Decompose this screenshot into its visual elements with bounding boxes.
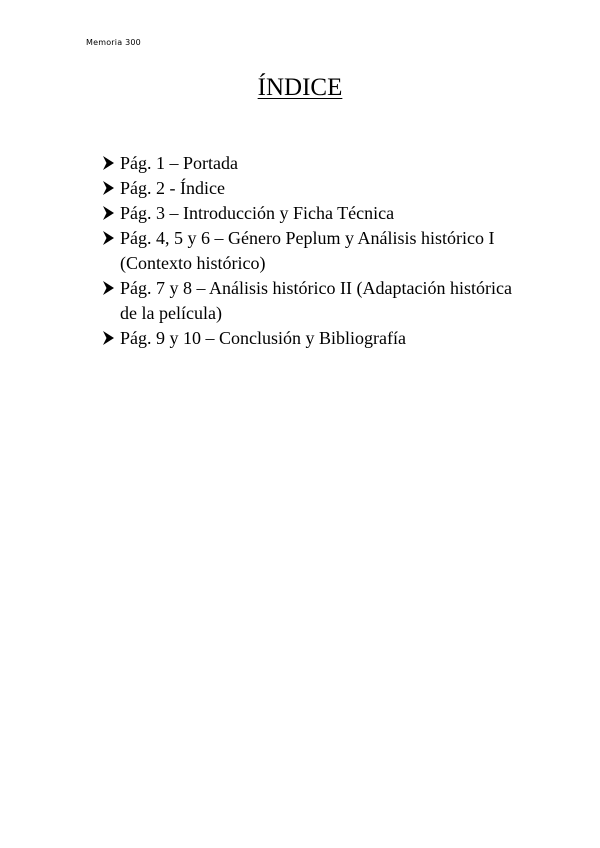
toc-item-text: Pág. 1 – Portada <box>120 153 238 173</box>
arrowhead-bullet-icon <box>103 181 114 195</box>
arrowhead-bullet-icon <box>103 331 114 345</box>
toc-item <box>103 201 523 226</box>
toc-item <box>103 276 523 326</box>
toc-item-text: Pág. 7 y 8 – Análisis histórico II (Adaptación histórica de la película) <box>120 278 512 323</box>
toc-item <box>103 226 523 276</box>
toc-item <box>103 326 523 351</box>
page-header: Memoria 300 <box>86 38 141 47</box>
page-title: ÍNDICE <box>257 74 343 101</box>
table-of-contents <box>103 151 523 351</box>
toc-item-text: Pág. 2 - Índice <box>120 178 225 199</box>
toc-item <box>103 151 523 176</box>
toc-item-text: Pág. 9 y 10 – Conclusión y Bibliografía <box>120 328 406 349</box>
arrowhead-bullet-icon <box>103 206 114 220</box>
arrowhead-bullet-icon <box>103 156 114 170</box>
arrowhead-bullet-icon <box>103 281 114 295</box>
toc-item-text: Pág. 3 – Introducción y Ficha Técnica <box>120 203 395 224</box>
arrowhead-bullet-icon <box>103 231 114 245</box>
toc-item <box>103 176 523 201</box>
toc-item-text: Pág. 4, 5 y 6 – Género Peplum y Análisis histórico I (Contexto histórico) <box>120 228 495 274</box>
